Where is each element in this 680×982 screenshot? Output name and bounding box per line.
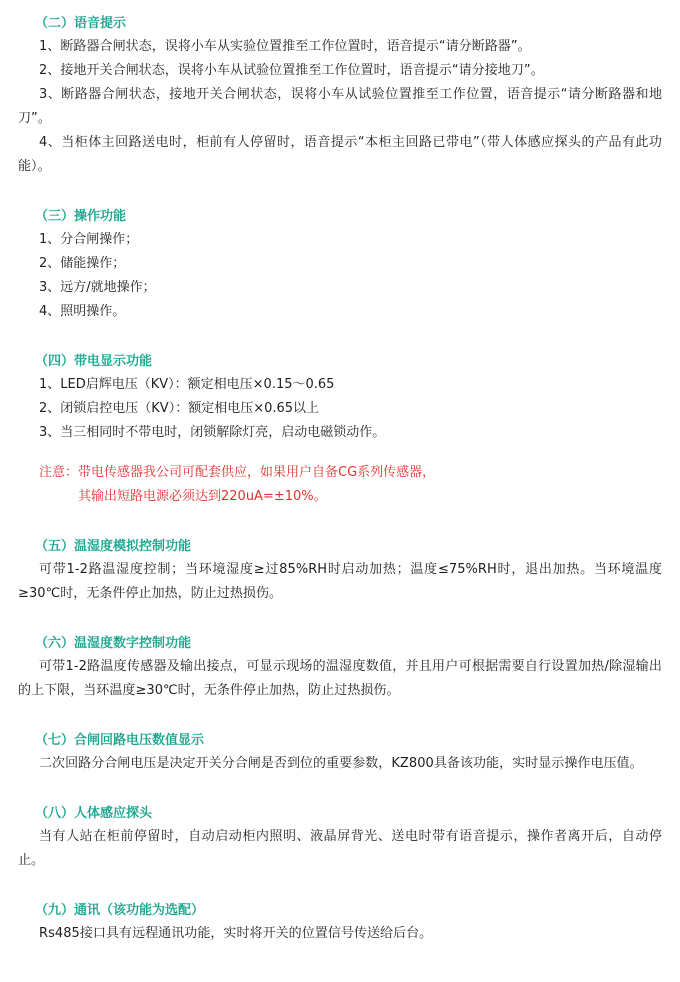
paragraph: 3、断路器合闸状态，接地开关合闸状态，误将小车从试验位置推至工作位置，语音提示“请分断路器和地刀”。 (18, 87, 662, 126)
section-heading: （五）温湿度模拟控制功能 (35, 539, 192, 554)
section-operation (18, 206, 662, 324)
section-closing-voltage-display (18, 730, 662, 776)
list-item: 4、照明操作。 (39, 304, 126, 319)
list-item: 3、远方/就地操作； (39, 280, 156, 295)
paragraph: 可带1-2路温度传感器及输出接点，可显示现场的温湿度数值，并且用户可根据需要自行设置加热/除湿输出的上下限，当环温度≥30℃时，无条件停止加热，防止过热损伤。 (18, 659, 662, 698)
section-heading: （九）通讯（该功能为选配） (35, 903, 205, 918)
paragraph: 2、接地开关合闸状态，误将小车从试验位置推至工作位置时，语音提示“请分接地刀”。 (39, 63, 544, 78)
section-live-display (18, 351, 662, 509)
section-analog-humidity-control (18, 536, 662, 606)
list-item: 3、当三相同时不带电时，闭锁解除灯亮，启动电磁锁动作。 (39, 425, 386, 440)
section-heading: （八）人体感应探头 (35, 806, 153, 821)
section-communication (18, 900, 662, 946)
list-item: 2、闭锁启控电压（KV）：额定相电压×0.65以上 (39, 401, 320, 416)
list-item: 2、储能操作； (39, 256, 126, 271)
list-item: 1、LED启辉电压（KV）：额定相电压×0.15～0.65 (39, 377, 335, 392)
section-heading: （二）语音提示 (35, 16, 127, 31)
note-text: 注意：带电传感器我公司可配套供应，如果用户自备CG系列传感器， (39, 465, 436, 480)
paragraph: 当有人站在柜前停留时，自动启动柜内照明、液晶屏背光、送电时带有语音提示，操作者离开后，自动停止。 (18, 829, 662, 868)
paragraph: 1、断路器合闸状态，误将小车从实验位置推至工作位置时，语音提示“请分断路器”。 (39, 39, 531, 54)
section-heading: （三）操作功能 (35, 209, 127, 224)
list-item: 1、分合闸操作； (39, 232, 139, 247)
section-heading: （七）合闸回路电压数值显示 (35, 733, 205, 748)
section-human-sensor (18, 803, 662, 873)
paragraph: 4、当柜体主回路送电时，柜前有人停留时，语音提示“本柜主回路已带电”（带人体感应探头的产品有此功能）。 (18, 135, 662, 174)
section-heading: （四）带电显示功能 (35, 354, 153, 369)
paragraph: Rs485接口具有远程通讯功能，实时将开关的位置信号传送给后台。 (39, 926, 433, 941)
section-heading: （六）温湿度数字控制功能 (35, 636, 192, 651)
paragraph: 可带1-2路温湿度控制；当环境湿度≥过85%RH时启动加热；温度≤75%RH时，退出加热。当环境温度≥30℃时，无条件停止加热，防止过热损伤。 (18, 562, 662, 601)
note-text: 其输出短路电源必须达到220uA=±10%。 (78, 489, 327, 504)
paragraph: 二次回路分合闸电压是决定开关分合闸是否到位的重要参数，KZ800具备该功能，实时显示操作电压值。 (39, 756, 643, 771)
section-voice-prompt (18, 13, 662, 179)
section-digital-humidity-control (18, 633, 662, 703)
